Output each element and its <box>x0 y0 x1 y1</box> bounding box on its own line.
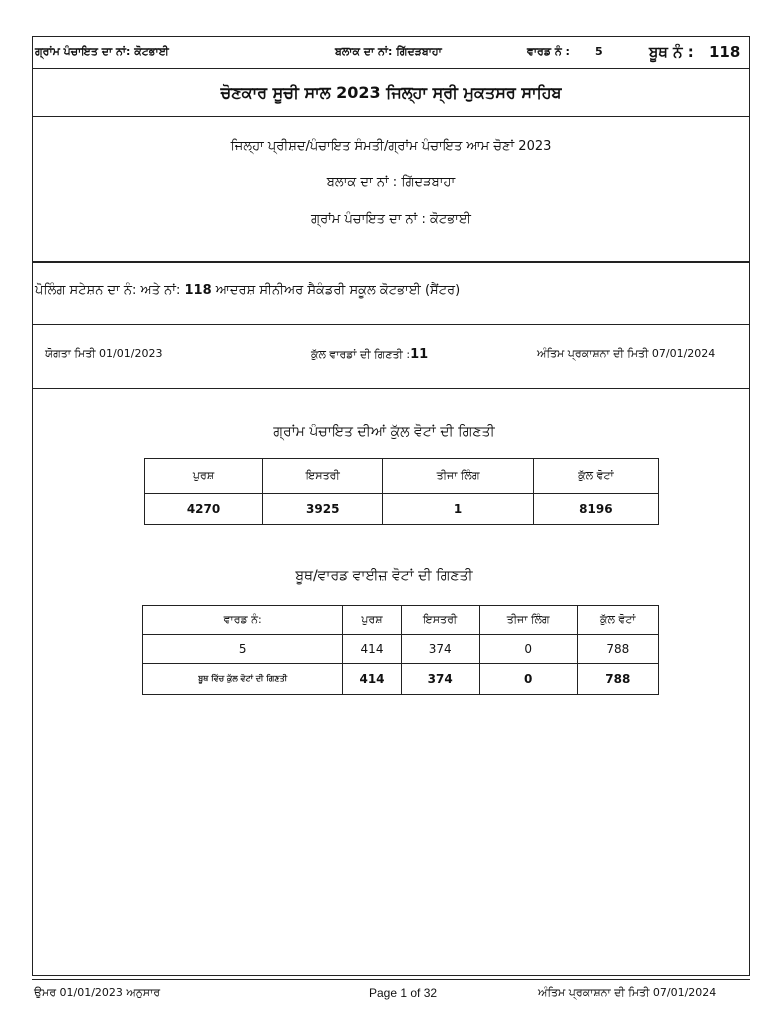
page-title: ਚੋਣਕਾਰ ਸੂਚੀ ਸਾਲ 2023 ਜਿਲ੍ਹਾ ਸ੍ਰੀ ਮੁਕਤਸਰ ਸਾਹਿਬ <box>33 69 749 117</box>
votes-total: 788 <box>577 664 658 695</box>
table-header-row <box>143 606 659 635</box>
header-cell: ਪੁਰਸ਼ <box>343 606 401 635</box>
polling-station-name: ਆਦਰਸ਼ ਸੀਨੀਅਰ ਸੈਕੰਡਰੀ ਸਕੂਲ ਕੋਟਭਾਈ (ਸੈਂਟਰ) <box>215 283 461 298</box>
table-header-row <box>145 459 659 494</box>
table-total-row <box>143 664 659 695</box>
election-info <box>33 117 749 263</box>
page-header <box>33 37 749 69</box>
ward-totals-table <box>142 605 659 695</box>
header-cell: ਤੀਜਾ ਲਿੰਗ <box>479 606 577 635</box>
header-cell: ਪੁਰਸ਼ <box>145 459 263 494</box>
total-votes: 8196 <box>533 494 658 525</box>
meta-row <box>33 325 749 389</box>
ward-number: 5 <box>595 45 603 58</box>
header-cell: ਇਸਤਰੀ <box>401 606 479 635</box>
block-name: ਬਲਾਕ ਦਾ ਨਾਂ: ਗਿੱਦੜਬਾਹਾ <box>335 45 442 58</box>
header-cell: ਤੀਜਾ ਲਿੰਗ <box>383 459 533 494</box>
header-cell: ਕੁੱਲ ਵੋਟਾਂ <box>577 606 658 635</box>
ward-totals-title: ਬੂਥ/ਵਾਰਡ ਵਾਈਜ਼ ਵੋਟਾਂ ਦੀ ਗਿਣਤੀ <box>295 568 473 584</box>
polling-station-number: 118 <box>184 283 212 298</box>
ward-label: ਵਾਰਡ ਨੰ : <box>527 45 570 58</box>
male-count: 414 <box>343 635 401 664</box>
male-total: 414 <box>343 664 401 695</box>
female-count: 3925 <box>263 494 383 525</box>
age-basis: ਉਮਰ 01/01/2023 ਅਨੁਸਾਰ <box>34 986 161 999</box>
male-count: 4270 <box>145 494 263 525</box>
third-gender-count: 0 <box>479 635 577 664</box>
ward-number-cell: 5 <box>143 635 343 664</box>
eligibility-date: ਯੋਗਤਾ ਮਿਤੀ 01/01/2023 <box>45 347 163 360</box>
booth-label: ਬੂਥ ਨੰ : <box>649 43 694 61</box>
final-publication-date: ਅੰਤਿਮ ਪ੍ਰਕਾਸ਼ਨਾ ਦੀ ਮਿਤੀ 07/01/2024 <box>537 347 716 360</box>
election-type: ਜਿਲ੍ਹਾ ਪ੍ਰੀਸ਼ਦ/ਪੰਚਾਇਤ ਸੰਮਤੀ/ਗ੍ਰਾਂਮ ਪੰਚਾਇਤ ਆਮ ਚੋਣਾਂ 2023 <box>230 139 552 154</box>
header-cell: ਵਾਰਡ ਨੰ: <box>143 606 343 635</box>
table-row <box>143 635 659 664</box>
block-info: ਬਲਾਕ ਦਾ ਨਾਂ : ਗਿੱਦੜਬਾਹਾ <box>326 175 456 190</box>
panchayat-totals-table <box>144 458 659 525</box>
female-total: 374 <box>401 664 479 695</box>
total-wards <box>311 347 428 362</box>
booth-number: 118 <box>709 43 741 61</box>
footer-final-publication: ਅੰਤਿਮ ਪ੍ਰਕਾਸ਼ਨਾ ਦੀ ਮਿਤੀ 07/01/2024 <box>538 986 717 999</box>
header-cell: ਕੁੱਲ ਵੋਟਾਂ <box>533 459 658 494</box>
panchayat-totals-title: ਗ੍ਰਾਂਮ ਪੰਚਾਇਤ ਦੀਆਂ ਕੁੱਲ ਵੋਟਾਂ ਦੀ ਗਿਣਤੀ <box>273 424 495 440</box>
panchayat-name: ਗ੍ਰਾਂਮ ਪੰਚਾਇਤ ਦਾ ਨਾਂ: ਕੋਟਭਾਈ <box>35 45 169 58</box>
booth-total-label: ਬੂਥ ਵਿੱਚ ਕੁੱਲ ਵੋਟਾਂ ਦੀ ਗਿਣਤੀ <box>143 664 343 695</box>
panchayat-info: ਗ੍ਰਾਂਮ ਪੰਚਾਇਤ ਦਾ ਨਾਂ : ਕੋਟਭਾਈ <box>311 212 471 227</box>
third-gender-total: 0 <box>479 664 577 695</box>
page-number: Page 1 of 32 <box>369 986 438 1000</box>
footer-divider <box>32 979 750 980</box>
table-row <box>145 494 659 525</box>
header-cell: ਇਸਤਰੀ <box>263 459 383 494</box>
total-wards-label: ਕੁੱਲ ਵਾਰਡਾਂ ਦੀ ਗਿਣਤੀ : <box>311 348 411 361</box>
third-gender-count: 1 <box>383 494 533 525</box>
total-votes: 788 <box>577 635 658 664</box>
female-count: 374 <box>401 635 479 664</box>
polling-station <box>33 263 749 325</box>
total-wards-value: 11 <box>410 347 429 362</box>
polling-station-label: ਪੋਲਿੰਗ ਸਟੇਸ਼ਨ ਦਾ ਨੰ: ਅਤੇ ਨਾਂ: <box>35 283 181 298</box>
